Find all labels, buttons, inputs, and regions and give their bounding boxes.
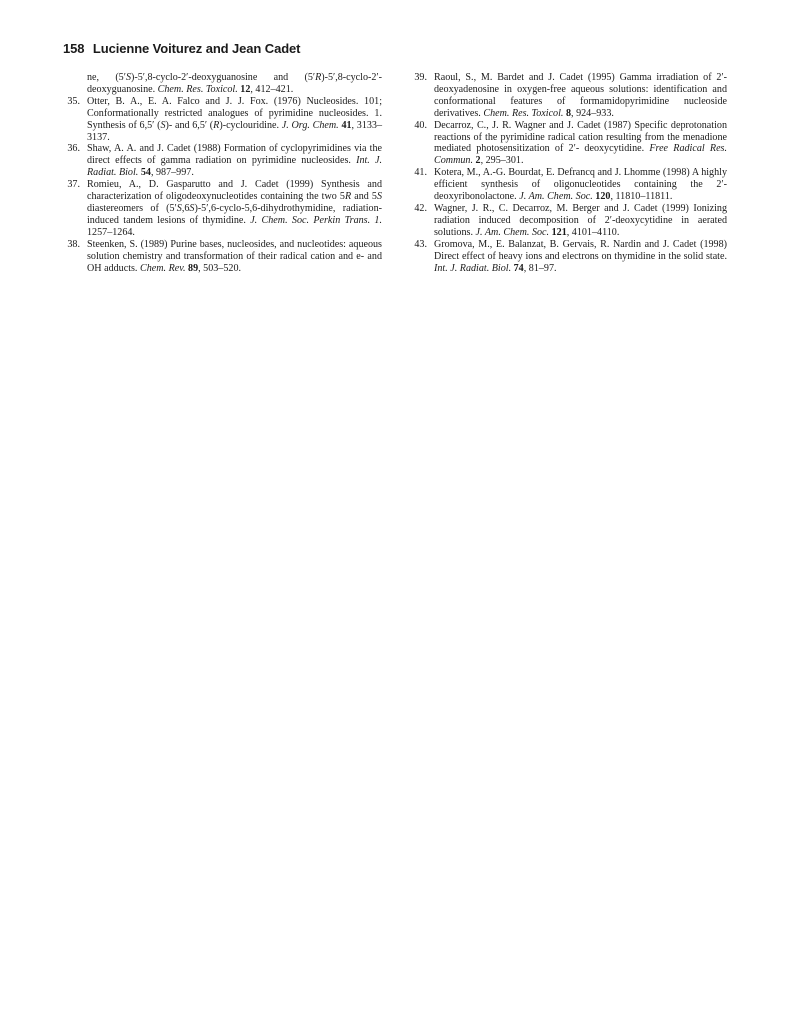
reference-italic-text: Int. J. Radiat. Biol. (434, 262, 512, 274)
reference-italic-text: R (213, 119, 220, 131)
reference-text (434, 203, 727, 239)
reference-italic-text: Chem. Res. Toxicol. (157, 83, 238, 95)
reference-text-segment: Raoul, S., M. Bardet and J. Cadet (1995) Gamma irradiation of 2′-deoxyadenosine in oxygen-free aqueous solutions: identification and conformational features of formamidopyrimidine nucleoside derivatives. (434, 72, 727, 119)
page-number: 158 (63, 41, 85, 56)
reference-volume: 74 (513, 262, 524, 274)
reference-number: 40. (414, 119, 427, 131)
reference-text-segment: )-5′,8-cyclo-2′-deoxyguanosine. (87, 72, 382, 95)
reference-entry (409, 203, 727, 239)
reference-volume: 89 (188, 262, 199, 274)
reference-italic-text: S (176, 202, 182, 214)
reference-text-segment: )-cyclouridine. (219, 119, 282, 131)
reference-text-segment: Kotera, M., A.-G. Bourdat, E. Defrancq and J. Lhomme (1998) A highly efficient synthesis of oligonucleotides containing the 2′-deoxyribonolactone. (434, 167, 727, 203)
reference-text-segment: Wagner, J. R., C. Decarroz, M. Berger and J. Cadet (1999) Ionizing radiation induced decomposition of 2′-deoxycytidine in aerated solutions. (434, 202, 727, 238)
reference-volume: 2 (475, 155, 481, 167)
reference-text (434, 72, 727, 120)
reference-volume: 121 (551, 226, 567, 238)
reference-text (87, 239, 382, 275)
reference-entry (62, 72, 382, 96)
reference-italic-text: S (376, 191, 382, 203)
reference-text (87, 179, 382, 239)
reference-text-segment: , 412–421. (250, 83, 294, 95)
reference-text-segment: Steenken, S. (1989) Purine bases, nucleosides, and nucleotides: aqueous solution chemistry and transformation of their radical cation and e- and OH adducts. (87, 238, 382, 274)
reference-italic-text: J. Org. Chem. (281, 119, 339, 131)
references-left-column (62, 72, 382, 274)
reference-entry (62, 239, 382, 275)
reference-volume: 12 (240, 83, 251, 95)
reference-text-segment: , 81–97. (523, 262, 557, 274)
reference-text-segment: )-5′,6-cyclo-5,6-dihydrothymidine, radiation-induced tandem lesions of thymidine. (87, 202, 382, 226)
reference-italic-text: J. Am. Chem. Soc. (475, 226, 550, 238)
reference-number: 38. (67, 238, 80, 250)
reference-text-segment: 1257–1264. (87, 226, 135, 238)
reference-entry (409, 239, 727, 275)
reference-text (87, 143, 382, 179)
reference-italic-text: Chem. Rev. (139, 262, 186, 274)
reference-entry (62, 96, 382, 144)
reference-text-segment: ,6 (181, 202, 190, 214)
reference-italic-text: Chem. Res. Toxicol. (483, 107, 564, 119)
reference-entry (409, 72, 727, 120)
references-right-column (409, 72, 727, 274)
reference-number: 41. (414, 167, 427, 179)
reference-text-segment: Shaw, A. A. and J. Cadet (1988) Formation of cyclopyrimidines via the direct effects of gamma radiation on pyrimidine nucleosides. (87, 143, 382, 167)
reference-text-segment: , 503–520. (198, 262, 242, 274)
reference-text-segment: and 5 (351, 191, 377, 203)
reference-italic-text: Int. J. Radiat. Biol. (87, 155, 383, 179)
reference-text-segment: )- and 6,5′ ( (165, 119, 214, 131)
reference-italic-text: S (189, 202, 195, 214)
reference-volume: 41 (341, 119, 352, 131)
reference-volume: 8 (565, 107, 572, 119)
reference-text-segment: , 924–933. (571, 107, 614, 119)
reference-text-segment: ne, (5′ (87, 72, 126, 83)
reference-text-segment: , 11810–11811. (610, 191, 673, 203)
reference-italic-text: S (125, 72, 131, 83)
reference-entry (409, 167, 727, 203)
reference-italic-text: Free Radical Res. Commun. (434, 143, 728, 167)
reference-number: 39. (414, 72, 427, 83)
reference-italic-text: J. Am. Chem. Soc. (519, 191, 593, 203)
reference-text-segment: Romieu, A., D. Gasparutto and J. Cadet (1999) Synthesis and characterization of oligodeoxynucleotides containing the two 5 (87, 179, 382, 203)
reference-number: 35. (67, 95, 80, 107)
reference-text-segment: )-5′,8-cyclo-2′-deoxyguanosine and (5′ (131, 72, 316, 83)
reference-italic-text: R (344, 191, 352, 203)
reference-text-segment: , 3133–3137. (87, 119, 383, 143)
reference-text-segment: Decarroz, C., J. R. Wagner and J. Cadet (1987) Specific deprotonation reactions of the pyrimidine radical cation resulting from the menadione mediated photosensitization of 2′- deoxycytidine. (434, 119, 727, 155)
reference-italic-text: R (315, 72, 322, 83)
running-head (63, 41, 300, 56)
reference-text (87, 96, 382, 144)
reference-number: 37. (67, 179, 80, 191)
reference-volume: 54 (140, 167, 151, 179)
reference-number: 43. (414, 238, 427, 250)
reference-text-segment: Gromova, M., E. Balanzat, B. Gervais, R. Nardin and J. Cadet (1998) Direct effect of heavy ions and electrons on thymidine in the solid state. (434, 238, 727, 262)
reference-text-segment: , 987–997. (150, 167, 194, 179)
reference-text-segment: Otter, B. A., E. A. Falco and J. J. Fox. (1976) Nucleosides. 101; Conformationally restricted analogues of pyrimidine nucleosides. 1. Synthesis of 6,5′ ( (87, 95, 382, 131)
reference-text (434, 120, 727, 168)
reference-volume: 120 (595, 191, 611, 203)
reference-entry (62, 143, 382, 179)
reference-text-segment: , 295–301. (480, 155, 524, 167)
reference-entry (409, 120, 727, 168)
reference-text (434, 239, 727, 275)
reference-text-segment: diastereomers of (5′ (87, 202, 177, 214)
reference-italic-text: S (160, 119, 166, 131)
reference-italic-text: J. Chem. Soc. Perkin Trans. 1. (250, 214, 383, 226)
reference-number: 36. (67, 143, 80, 155)
reference-text (87, 72, 382, 96)
running-head-authors: Lucienne Voiturez and Jean Cadet (92, 41, 301, 56)
reference-entry (62, 179, 382, 239)
reference-text (434, 167, 727, 203)
reference-number: 42. (414, 202, 427, 214)
reference-text-segment: , 4101–4110. (566, 226, 620, 238)
